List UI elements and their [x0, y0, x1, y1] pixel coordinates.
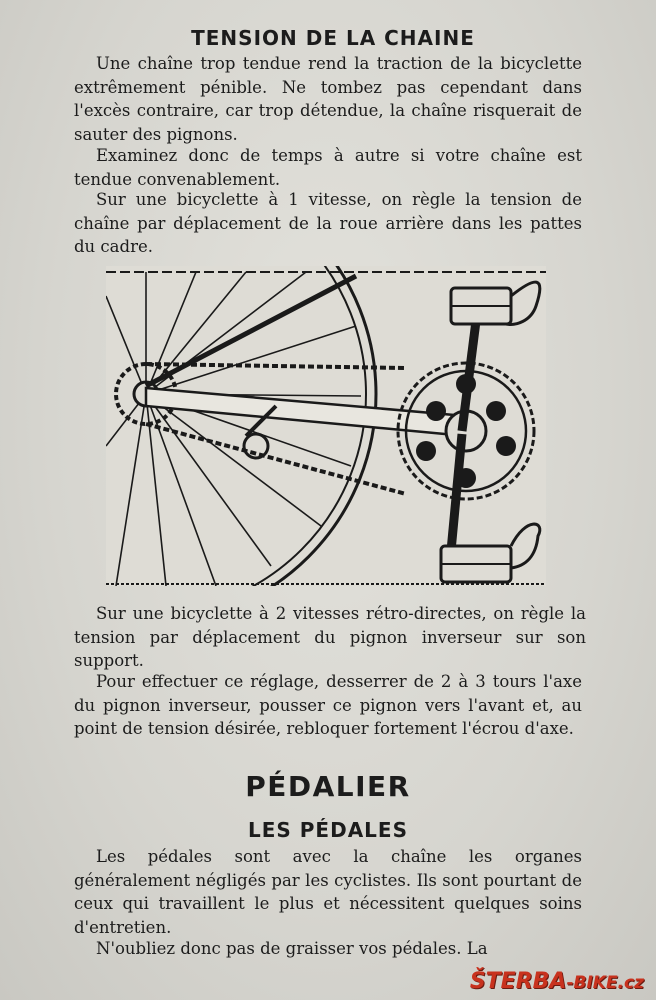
watermark-logo	[470, 969, 644, 994]
bicycle-chain-drive-illustration	[106, 266, 546, 586]
watermark-brand: ŠTERBA	[469, 969, 567, 994]
paragraph-7: N'oubliez donc pas de graisser vos pédales. La	[96, 939, 488, 958]
paragraph-1: Une chaîne trop tendue rend la traction de la bicyclette extrêmement pénible. Ne tombez pas cependant dans l'excès contraire, car trop détendue, la chaîne risquerait de sauter des pignons.	[74, 54, 582, 144]
paragraph-2: Examinez donc de temps à autre si votre chaîne est tendue convenablement.	[74, 146, 582, 189]
subsection-title: LES PÉDALES	[248, 818, 408, 842]
chapter-title: PÉDALIER	[245, 770, 411, 803]
watermark-suffix: -BIKE.cz	[566, 973, 644, 993]
paragraph-3: Sur une bicyclette à 1 vitesse, on règle la tension de chaîne par déplacement de la roue arrière dans les pattes du cadre.	[74, 190, 582, 256]
section-title: TENSION DE LA CHAINE	[191, 26, 475, 50]
paragraph-4: Sur une bicyclette à 2 vitesses rétro-directes, on règle la tension par déplacement du pignon inverseur sur son support.	[74, 604, 586, 670]
paragraph-5: Pour effectuer ce réglage, desserrer de 2 à 3 tours l'axe du pignon inverseur, pousser ce pignon vers l'avant et, au point de tension désirée, rebloquer fortement l'écrou d'axe.	[74, 672, 582, 738]
paragraph-6: Les pédales sont avec la chaîne les organes généralement négligés par les cyclistes. Ils sont pourtant de ceux qui travaillent le plus et nécessitent quelques soins d'entretien.	[74, 847, 582, 937]
